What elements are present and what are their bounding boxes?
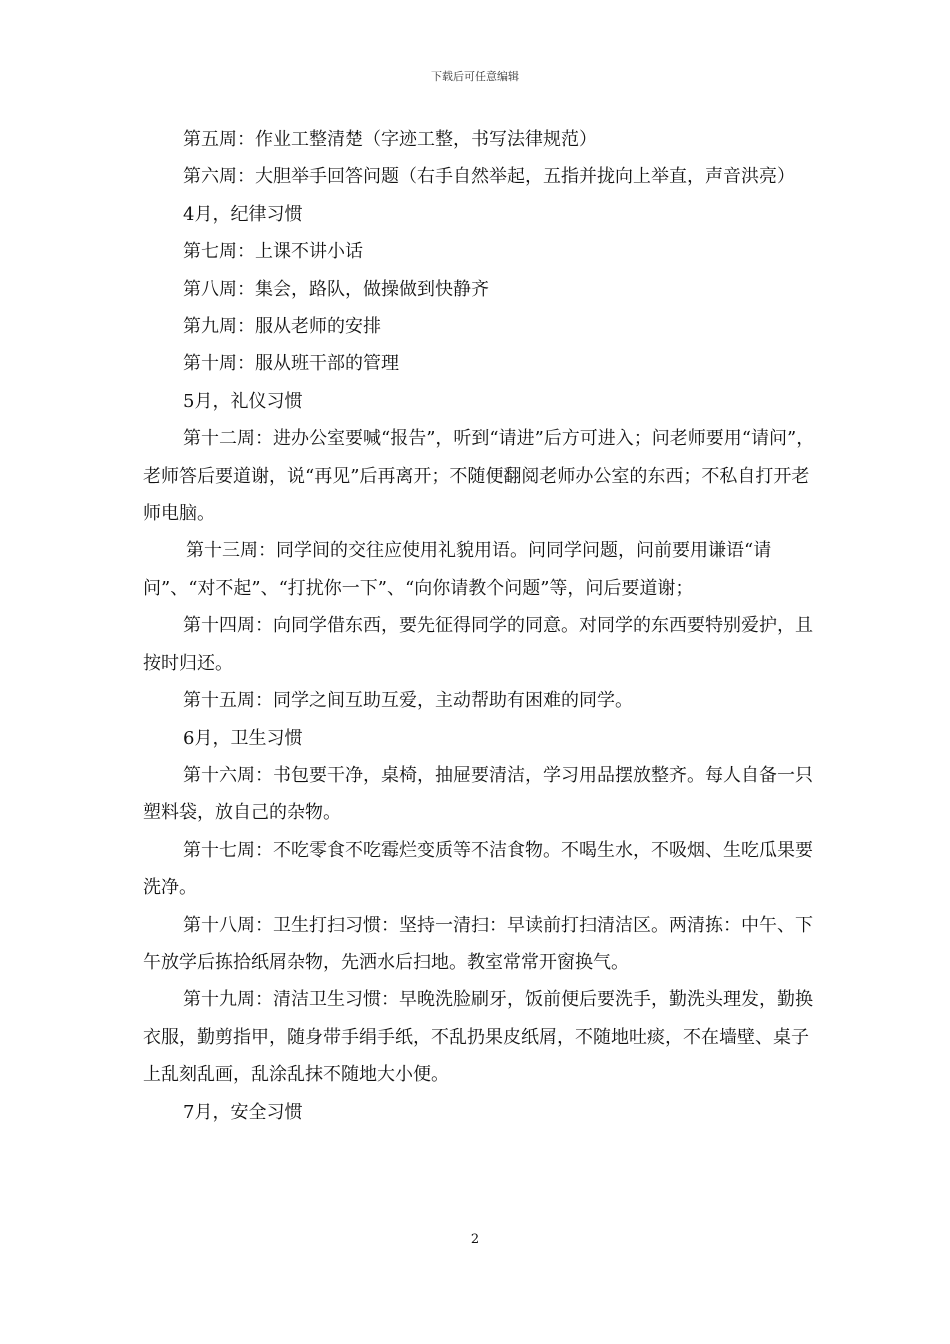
paragraph: 第十七周：不吃零食不吃霉烂变质等不洁食物。不喝生水，不吸烟、生吃瓜果要洗净。 xyxy=(143,839,813,899)
paragraph: 第十六周：书包要干净，桌椅，抽屉要清洁，学习用品摆放整齐。每人自备一只塑料袋，放自己的杂物。 xyxy=(143,764,813,824)
paragraph: 第十九周：清洁卫生习惯：早晚洗脸刷牙，饭前便后要洗手，勤洗头理发，勤换衣服，勤剪指甲，随身带手绢手纸，不乱扔果皮纸屑，不随地吐痰，不在墙壁、桌子上乱刻乱画，乱涂乱抹不随地大小便。 xyxy=(143,989,813,1086)
paragraph: 第十八周：卫生打扫习惯：坚持一清扫：早读前打扫清洁区。两清拣：中午、下午放学后拣拾纸屑杂物，先洒水后扫地。教室常常开窗换气。 xyxy=(143,914,813,973)
paragraph-heading: 4月，纪律习惯 xyxy=(183,203,303,225)
paragraph-heading: 5月，礼仪习惯 xyxy=(183,390,303,412)
paragraph-heading: 7月，安全习惯 xyxy=(183,1101,303,1123)
paragraph: 第十三周：同学间的交往应使用礼貌用语。问同学问题，问前要用谦语“请问”、“对不起”、“打扰你一下”、“向你请教个问题”等，问后要道谢； xyxy=(143,540,772,599)
paragraph: 第十二周：进办公室要喊“报告”，听到“请进”后方可进入；问老师要用“请问”，老师答后要道谢，说“再见”后再离开；不随便翻阅老师办公室的东西；不私自打开老师电脑。 xyxy=(143,428,815,525)
paragraph-heading: 6月，卫生习惯 xyxy=(183,727,303,749)
document-body xyxy=(143,121,815,1131)
paragraph: 第十周：服从班干部的管理 xyxy=(183,353,399,375)
paragraph: 第十五周：同学之间互助互爱，主动帮助有困难的同学。 xyxy=(183,690,633,712)
paragraph: 第九周：服从老师的安排 xyxy=(183,316,381,338)
paragraph: 第六周：大胆举手回答问题（右手自然举起，五指并拢向上举直，声音洪亮） xyxy=(183,166,795,188)
page-header: 下载后可任意编辑 xyxy=(431,70,519,83)
page-number: 2 xyxy=(470,1232,480,1247)
paragraph: 第十四周：向同学借东西，要先征得同学的同意。对同学的东西要特别爱护，且按时归还。 xyxy=(143,615,813,674)
paragraph: 第八周：集会，路队，做操做到快静齐 xyxy=(183,278,489,300)
paragraph: 第五周：作业工整清楚（字迹工整，书写法律规范） xyxy=(183,129,597,150)
paragraph: 第七周：上课不讲小话 xyxy=(183,241,363,263)
